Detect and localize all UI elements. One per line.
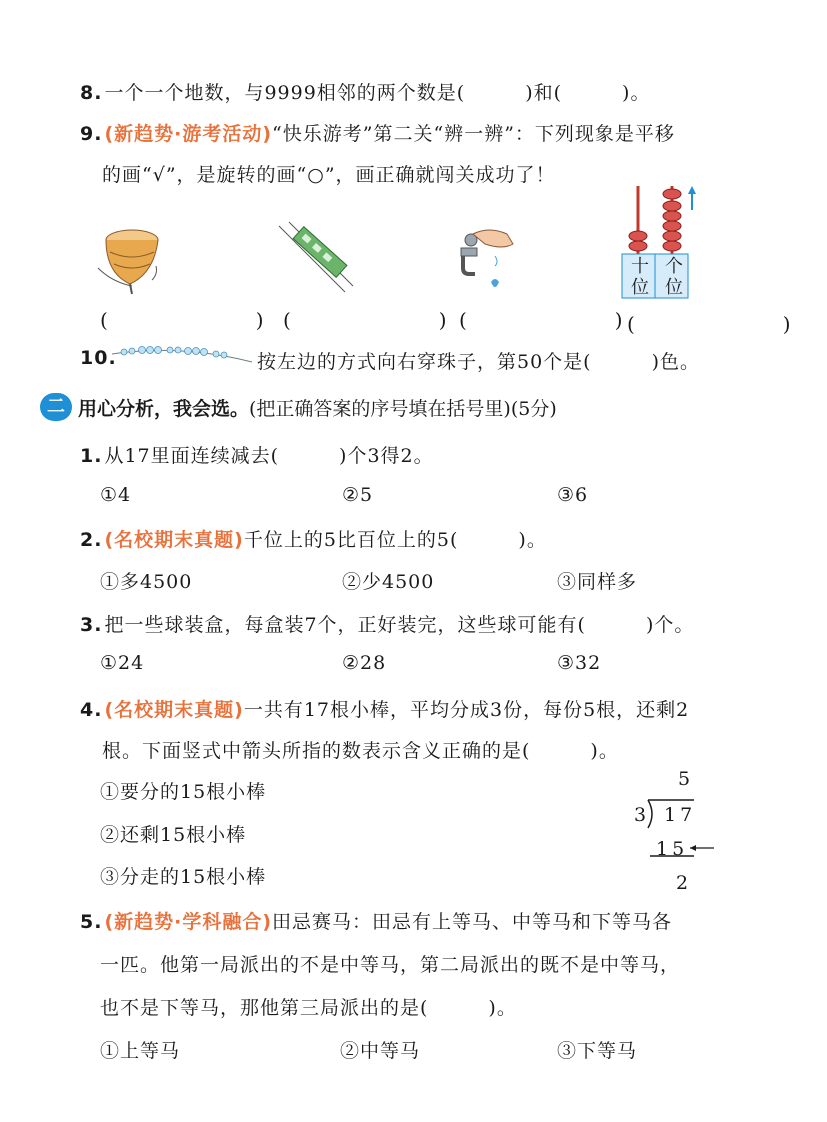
option[interactable]: ③下等马 [557, 1040, 638, 1062]
question-text: 从17里面连续减去( )个3得2。 [104, 445, 434, 467]
question-number: 2. [80, 529, 103, 551]
question-text: 把一些球装盒，每盒装7个，正好装完，这些球可能有( )个。 [104, 614, 695, 636]
faucet-picture [455, 222, 525, 298]
question-number: 5. [80, 911, 103, 933]
question-tag: (名校期末真题) [104, 529, 244, 551]
question-text: 一匹。他第一局派出的不是中等马，第二局派出的既不是中等马， [100, 954, 681, 976]
division-divisor: 3 [634, 804, 647, 826]
question-9-line2 [102, 160, 556, 187]
question-9 [80, 119, 675, 146]
question-8 [80, 78, 650, 105]
division-dividend: 17 [664, 804, 697, 826]
choice-question-2 [80, 525, 547, 552]
section-heading: 用心分析，我会选。 [78, 398, 250, 420]
question-text: 按左边的方式向右穿珠子，第50个是( )色。 [257, 351, 701, 373]
answer-blank-3[interactable]: ( ) [459, 308, 659, 332]
answer-blank-2[interactable]: ( ) [283, 308, 483, 332]
option[interactable]: ②28 [342, 652, 387, 674]
section-note: (把正确答案的序号填在括号里)(5分) [249, 398, 557, 420]
question-text: “快乐游考”第二关“辨一辨”：下列现象是平移 [272, 123, 675, 145]
division-product: 15 [656, 838, 689, 860]
bead-string-picture [110, 342, 255, 368]
abacus-tens-label: 十位 [631, 256, 649, 298]
choice-question-1 [80, 441, 434, 468]
option[interactable]: ②少4500 [342, 571, 435, 593]
spinning-top-picture [92, 218, 172, 298]
option[interactable]: ①要分的15根小棒 [100, 781, 267, 803]
question-number: 4. [80, 699, 103, 721]
question-tag: (新趋势·游考活动) [104, 123, 273, 145]
section-title [78, 394, 557, 421]
answer-blank-1[interactable]: ( ) [100, 308, 300, 332]
option[interactable]: ②还剩15根小棒 [100, 824, 247, 846]
question-text: 田忌赛马：田忌有上等马、中等马和下等马各 [272, 911, 673, 933]
question-number: 10. [80, 347, 117, 369]
option[interactable]: ①多4500 [100, 571, 193, 593]
section-badge: 二 [40, 393, 72, 421]
choice-question-5-line2 [100, 950, 680, 977]
choice-question-3 [80, 610, 694, 637]
option[interactable]: ①4 [100, 484, 132, 506]
division-lines [628, 790, 718, 890]
train-picture [275, 218, 355, 298]
question-text: 根。下面竖式中箭头所指的数表示含义正确的是( )。 [102, 740, 619, 762]
choice-question-4-line2 [102, 736, 619, 763]
option[interactable]: ③分走的15根小棒 [100, 866, 267, 888]
question-text: 一共有17根小棒，平均分成3份，每份5根，还剩2 [243, 699, 690, 721]
choice-question-5 [80, 907, 672, 934]
option[interactable]: ②中等马 [340, 1040, 421, 1062]
question-number: 8. [80, 82, 103, 104]
question-text: 千位上的5比百位上的5( )。 [243, 529, 547, 551]
question-text: 一个一个地数，与9999相邻的两个数是( )和( )。 [104, 82, 651, 104]
question-text: 也不是下等马，那他第三局派出的是( )。 [100, 997, 517, 1019]
choice-question-4 [80, 695, 689, 722]
option[interactable]: ③6 [557, 484, 589, 506]
choice-question-5-line3 [100, 993, 517, 1020]
question-tag: (新趋势·学科融合) [104, 911, 273, 933]
question-number: 1. [80, 445, 103, 467]
abacus-ones-label: 个位 [665, 256, 683, 298]
option[interactable]: ①上等马 [100, 1040, 181, 1062]
question-number: 3. [80, 614, 103, 636]
division-remainder: 2 [676, 872, 689, 894]
question-10-text [257, 347, 700, 374]
division-quotient: 5 [678, 768, 691, 790]
question-text: 的画“√”，是旋转的画“○”，画正确就闯关成功了！ [102, 164, 556, 186]
option[interactable]: ①24 [100, 652, 145, 674]
option[interactable]: ③同样多 [557, 571, 638, 593]
option[interactable]: ②5 [342, 484, 374, 506]
question-tag: (名校期末真题) [104, 699, 244, 721]
option[interactable]: ③32 [557, 652, 602, 674]
answer-blank-4[interactable]: ( ) [627, 312, 827, 336]
question-number: 9. [80, 123, 103, 145]
